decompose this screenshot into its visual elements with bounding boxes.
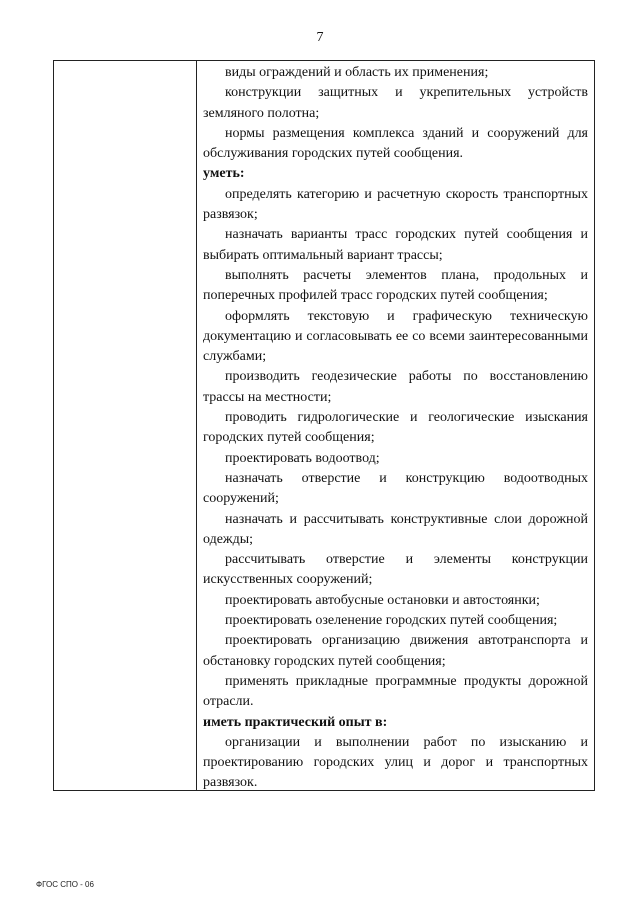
knowledge-item: конструкции защитных и укрепительных устройств земляного полотна;	[203, 85, 588, 121]
knowledge-item: виды ограждений и область их применения;	[225, 65, 489, 80]
skill-item: проектировать озеленение городских путей сообщения;	[225, 613, 558, 629]
experience-item: организации и выполнении работ по изысканию и проектированию городских улиц и дорог и транспортных развязок.	[203, 734, 588, 791]
knowledge-item: нормы размещения комплекса зданий и сооружений для обслуживания городских путей сообщения.	[203, 125, 588, 162]
skills-heading: уметь:	[203, 166, 245, 182]
skill-item: определять категорию и расчетную скорость транспортных развязок;	[203, 186, 588, 223]
skill-item: проектировать автобусные остановки и автостоянки;	[225, 592, 540, 608]
skill-item: назначать отверстие и конструкцию водоотводных сооружений;	[203, 470, 588, 507]
skill-item: назначать варианты трасс городских путей сообщения и выбирать оптимальный вариант трассы;	[203, 227, 588, 263]
skill-item: рассчитывать отверстие и элементы конструкции искусственных сооружений;	[203, 552, 588, 588]
skill-item: выполнять расчеты элементов плана, продольных и поперечных профилей трасс городских путей сообщения;	[203, 267, 588, 304]
skill-item: проектировать организацию движения автотранспорта и обстановку городских путей сообщения;	[203, 633, 588, 669]
table-left-column	[54, 61, 197, 790]
page-number: 7	[316, 30, 324, 45]
skill-item: оформлять текстовую и графическую техническую документацию и согласовывать ее со всеми заинтересованными службами;	[203, 308, 588, 365]
competency-table	[53, 60, 595, 791]
experience-heading: иметь практический опыт в:	[203, 714, 388, 730]
footer-code: ФГОС СПО - 06	[36, 880, 94, 889]
skill-item: проводить гидрологические и геологические изыскания городских путей сообщения;	[203, 410, 588, 446]
skill-item: применять прикладные программные продукты дорожной отрасли.	[203, 673, 588, 710]
skill-item: производить геодезические работы по восстановлению трассы на местности;	[203, 369, 588, 405]
skill-item: проектировать водоотвод;	[225, 450, 380, 466]
skill-item: назначать и рассчитывать конструктивные слои дорожной одежды;	[203, 511, 588, 547]
table-right-column	[197, 61, 594, 790]
